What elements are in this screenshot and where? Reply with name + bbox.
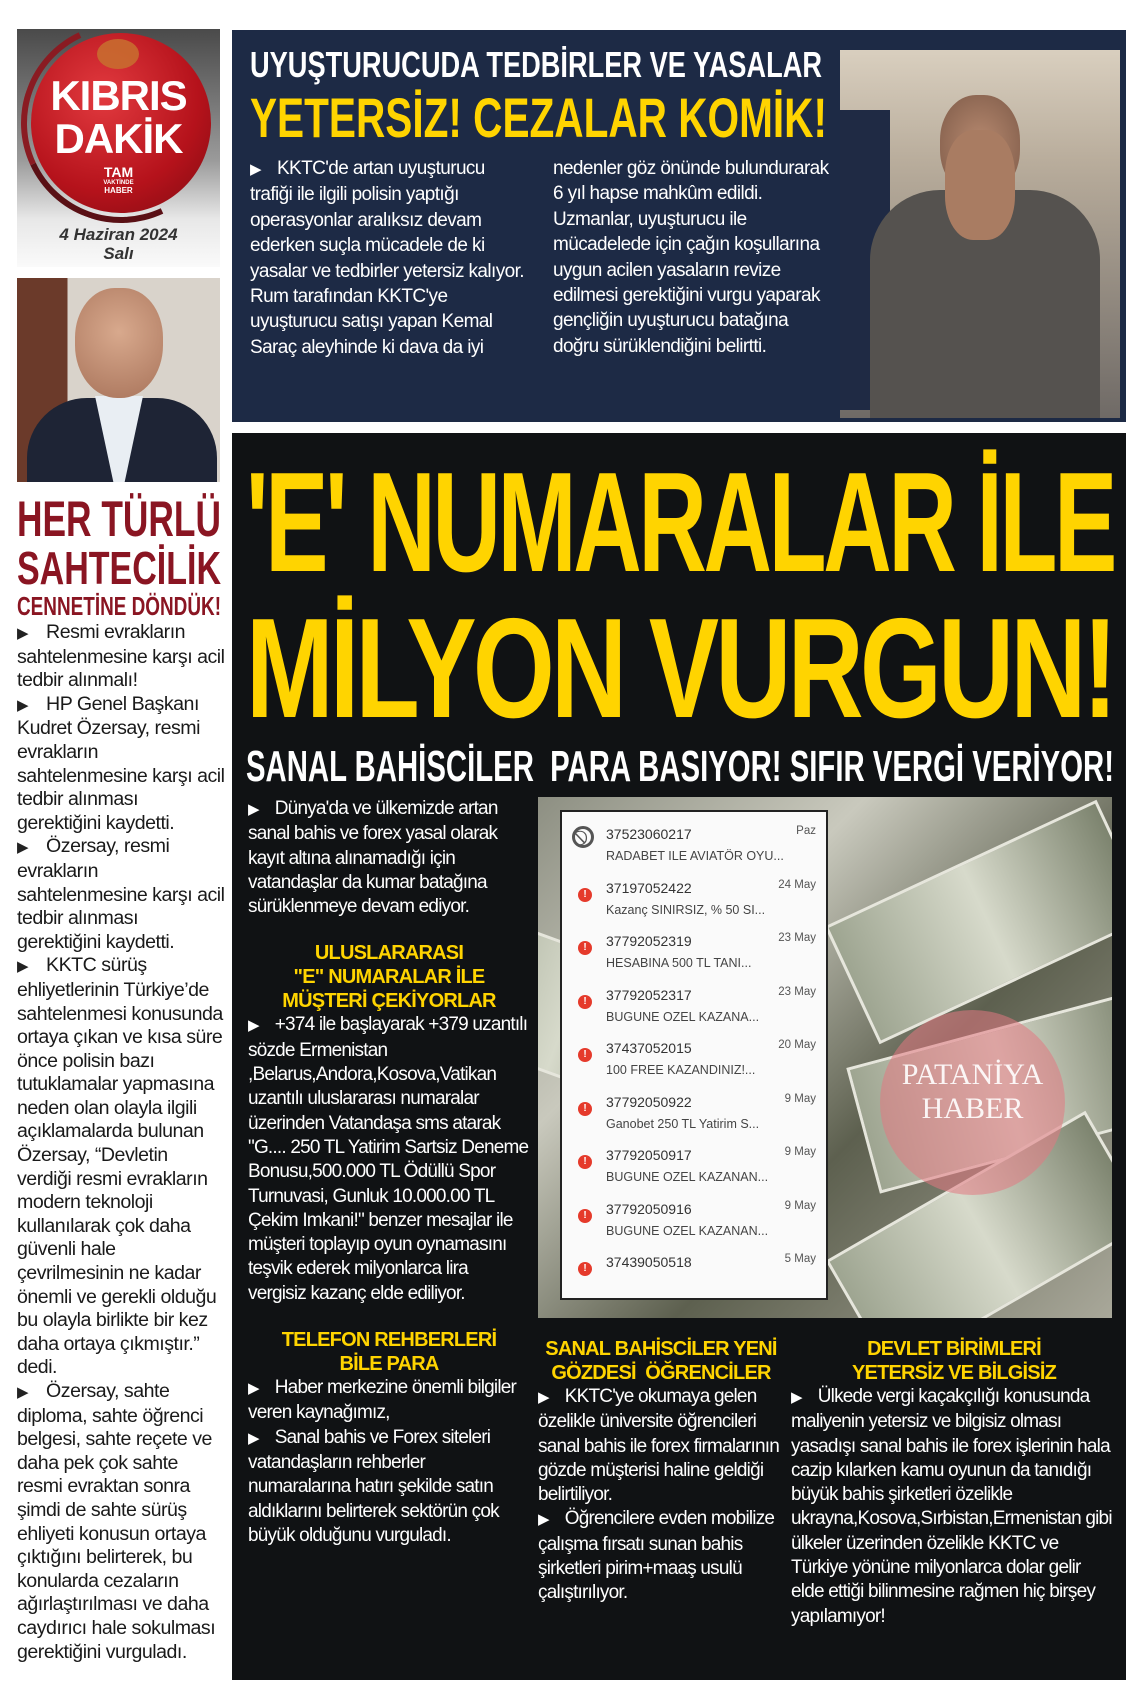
issue-weekday: Salı (103, 244, 134, 263)
sms-num: 37792052319 (606, 933, 692, 949)
sms-msg: Kazanç SINIRSIZ, % 50 SI... (606, 902, 766, 917)
sms-date: 24 May (778, 878, 816, 891)
alert-icon: ! (578, 941, 592, 955)
sms-row (562, 874, 826, 926)
section2-paragraph: ▶ Haber merkezine önemli bilgiler veren kaynağımız, (248, 1377, 517, 1424)
sms-row (562, 927, 826, 979)
section2-title: TELEFON REHBERLERİ BİLE PARA (281, 1329, 497, 1376)
main-column-2 (538, 1337, 784, 1606)
top-story-body: ▶ KKTC'de artan uyuşturucu trafiği ile ilgili polisin yaptığı operasyonlar aralıksız devam ederken suçla mücadele de ki yasalar ve tedbirler yetersiz kalıyor. Rum tarafından KKTC'ye uyuşturucu satışı yapan Kemal Saraç aleyhinde ki dava da iyi nedenler göz önünde bulundurarak 6 yıl hapse mahkûm edildi. Uzmanlar, uyuşturucu ile mücadelede için çağın koşullarına uygun acilen yasaların revize edilmesi gerektiğini vurgu yaparak gençliğin uyuşturucu batağına doğru sürüklendiğini belirtti. (250, 158, 829, 358)
left-headline-line2-wrap (17, 542, 221, 594)
sms-msg: Ganobet 250 TL Yatirim S... (606, 1116, 760, 1131)
bullet-arrow-icon: ▶ (248, 1017, 259, 1035)
sms-num: 37792050917 (606, 1147, 692, 1163)
sms-row (562, 820, 826, 872)
sms-row (562, 1088, 826, 1140)
left-headline-line1: HER TÜRLÜ (17, 491, 221, 547)
alert-icon: ! (578, 1209, 592, 1223)
sms-date: 23 May (778, 932, 816, 944)
main-subheadline-wrap (246, 742, 1114, 791)
bullet-arrow-icon: ▶ (248, 1429, 259, 1447)
left-headline-line3: CENNETİNE DÖNDÜK! (17, 591, 221, 621)
main-intro: ▶ Dünya'da ve ülkemizde artan sanal bahis ve forex yasal olarak kayıt altına alınamadığı için vatandaşlar da kumar batağına sürüklenmeye devam ediyor. (248, 798, 498, 918)
sms-msg: 100 FREE KAZANDINIZ!... (606, 1063, 756, 1077)
bullet-arrow-icon: ▶ (248, 801, 259, 818)
politician-photo (17, 278, 220, 482)
section3-paragraph: ▶ KKTC'ye okumaya gelen özelikle üniversite öğrencileri sanal bahis ile forex firmalarının gözde müşterisi haline geldiği belirtiliyor. (538, 1386, 780, 1506)
sms-num: 37197052422 (606, 879, 692, 896)
main-headline-line1-wrap (246, 443, 1114, 602)
bullet-arrow-icon: ▶ (538, 1511, 549, 1529)
sms-num: 37437052015 (606, 1040, 692, 1056)
sms-num: 37792052317 (606, 986, 692, 1003)
bullet-arrow-icon: ▶ (791, 1389, 802, 1406)
watermark-stamp: PATANİYA HABER (880, 1010, 1065, 1195)
sms-date: 9 May (784, 1092, 816, 1105)
sms-num: 37792050916 (606, 1200, 692, 1217)
main-headline-line2-wrap (246, 589, 1114, 748)
main-column-1 (248, 797, 530, 1548)
alert-icon: ! (578, 1262, 592, 1276)
alert-icon: ! (578, 1048, 592, 1062)
left-headline-line1-wrap (17, 491, 221, 547)
bullet-arrow-icon: ▶ (248, 1380, 259, 1398)
section2-paragraph: ▶ Sanal bahis ve Forex siteleri vatandaşların rehberler numaralarına hatırı şekilde satın aldıklarını belirterek sektörün çok büyük olduğunu vurguladı. (248, 1426, 499, 1546)
sms-msg: BUGUNE OZEL KAZANAN... (606, 1170, 769, 1184)
sms-msg: HESABINA 500 TL TANI... (606, 956, 752, 970)
sms-row (562, 1141, 826, 1193)
alert-icon: ! (578, 995, 592, 1009)
sms-date: 20 May (778, 1039, 816, 1051)
top-story-headline: YETERSİZ! CEZALAR KOMİK! (250, 86, 827, 149)
bullet-arrow-icon: ▶ (538, 1389, 549, 1406)
main-column-3 (791, 1337, 1117, 1629)
slogan-tam: TAM (103, 164, 134, 180)
sms-date: 9 May (784, 1199, 816, 1212)
top-kicker-wrap (250, 44, 822, 85)
sms-date: 23 May (778, 985, 816, 998)
section3-paragraph: ▶ Öğrencilere evden mobilize çalışma fırsatı sunan bahis şirketleri pirim+maaş usulü çalıştırılıyor. (538, 1508, 775, 1604)
sms-date: 9 May (784, 1146, 816, 1158)
section1-title: ULUSLARARASI "E" NUMARALAR İLE MÜŞTERİ ÇEKİYORLAR (282, 942, 496, 1013)
slogan-vaktinde: VAKTİNDE (103, 180, 134, 186)
bullet-arrow-icon: ▶ (17, 696, 29, 714)
sms-num: 37792050922 (606, 1093, 692, 1110)
alert-icon: ! (578, 888, 592, 902)
masthead-logo (17, 29, 220, 267)
left-headline-line2: SAHTECİLİK (17, 542, 221, 594)
left-headline-line3-wrap (17, 593, 221, 620)
sms-msg: BUGUNE OZEL KAZANA... (606, 1009, 760, 1024)
main-headline-line2: MİLYON VURGUN! (246, 589, 1114, 748)
left-story-body (17, 621, 225, 1664)
bullet-arrow-icon: ▶ (17, 839, 29, 857)
bullet-arrow-icon: ▶ (17, 958, 29, 976)
bullet-arrow-icon: ▶ (17, 625, 29, 642)
turtle-icon (97, 39, 139, 69)
section1-body: ▶ +374 ile başlayarak +379 uzantılı sözde Ermenistan ,Belarus,Andora,Kosova,Vatikan uzantılı uluslararası numaralar üzerinden Vatandaşa sms atarak "G.... 250 TL Yatirim Sartsiz Deneme Bonusu,500.000 TL Ödüllü Spor Turnuvasi, Gunluk 10.000.00 TL Çekim Imkani!" benzer mesajlar ile müşteri toplayıp oyun oynamasını teşvik ederek milyonlarca lira vergisiz kazanç elde ediliyor. (248, 1014, 529, 1304)
alert-icon: ! (578, 1102, 592, 1116)
section3-title: SANAL BAHİSCİLER YENİ GÖZDESİ ÖĞRENCİLER (545, 1338, 777, 1384)
sms-row (562, 981, 826, 1033)
arrested-man-photo (840, 50, 1120, 418)
top-headline-wrap (250, 86, 827, 149)
alert-icon: ! (578, 1155, 592, 1169)
sms-date: 5 May (784, 1253, 816, 1265)
top-story-kicker: UYUŞTURUCUDA TEDBİRLER VE YASALAR (250, 44, 822, 85)
section4-body: ▶ Ülkede vergi kaçakçılığı konusunda maliyenin yetersiz ve bilgisiz olması yasadışı sanal bahis ile forex işlerinin hala cazip kılarken kamu oyunun da tanıdığı büyük bahis şirketleri özelikle ukrayna,Kosova,Sırbistan,Ermenistan gibi ülkeler üzerinden özelikle KKTC ve Türkiye yönüne milyonlarca dolar gelir elde ettiği bilinmesine rağmen hiç birşey yapılamıyor! (791, 1386, 1112, 1627)
main-headline-line1: 'E' NUMARALAR İLE (246, 443, 1114, 602)
sms-row (562, 1034, 826, 1086)
sms-list-screenshot (560, 810, 828, 1300)
section4-title: DEVLET BİRİMLERİ YETERSİZ VE BİLGİSİZ (851, 1338, 1057, 1384)
logo-text-dakik: DAKİK (54, 115, 183, 162)
sms-row (562, 1248, 826, 1300)
sms-num: 37439050518 (606, 1254, 692, 1270)
bullet-arrow-icon: ▶ (250, 161, 261, 178)
left-paragraph: ▶ Özersay, resmi evrakların sahtelenmesine karşı acil tedbir alınması gerektiğini kaydetti. (17, 835, 225, 953)
left-paragraph: ▶ HP Genel Başkanı Kudret Özersay, resmi evrakların sahtelenmesine karşı acil tedbir alınması gerektiğini kaydetti. (17, 692, 225, 834)
sms-msg: BUGUNE OZEL KAZANAN... (606, 1223, 769, 1238)
block-icon (572, 826, 594, 848)
sms-row (562, 1195, 826, 1247)
slogan-haber: HABER (104, 186, 133, 195)
bullet-arrow-icon: ▶ (17, 1384, 29, 1401)
sms-date: Paz (796, 825, 816, 837)
sms-num: 37523060217 (606, 826, 692, 842)
left-paragraph: ▶ KKTC sürüş ehliyetlerinin Türkiye’de sahtelenmesi konusunda ortaya çıkan ve kısa süre önce polisin bazı tutuklamalar yapmasına neden olan olayla ilgili açıklamalarda bulunan Özersay, “Devletin verdiği resmi evrakların modern teknoloji kullanılarak çok daha güvenli hale çevrilmesinin ne kadar önemli ve gerekli olduğu bu olayla birlikte bir kez daha ortaya çıkmıştır.” dedi. (17, 954, 223, 1379)
logo-text-kibris: KIBRIS (50, 72, 187, 119)
left-paragraph: ▶ Resmi evrakların sahtelenmesine karşı acil tedbir alınmalı! (17, 621, 225, 692)
issue-date: 4 Haziran 2024 (59, 225, 178, 244)
main-subheadline: SANAL BAHİSCİLER PARA BASIYOR! SIFIR VERGİ VERİYOR! (246, 742, 1114, 791)
sms-msg: RADABET ILE AVIATÖR OYU... (606, 849, 784, 863)
left-paragraph: ▶ Özersay, sahte diploma, sahte öğrenci belgesi, sahte reçete ve daha pek çok sahte resmi evraktan sonra şimdi de sahte sürüş ehliyeti konusun ortaya çıktığını belirterek, bu konularda cezaların ağırlaştırılması ve daha caydırıcı hale sokulması gerektiğini vurguladı. (17, 1380, 216, 1663)
